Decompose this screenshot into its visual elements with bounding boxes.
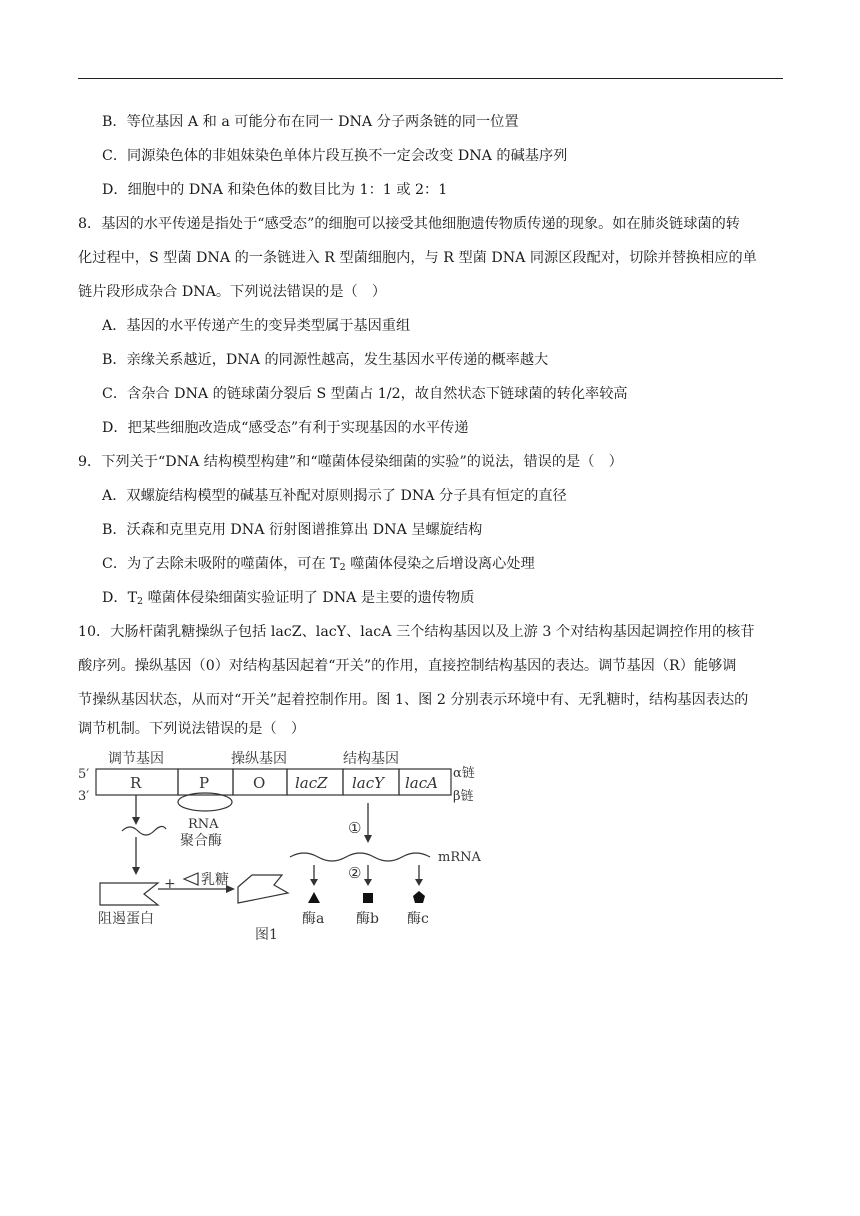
figure-caption: 图1 — [255, 927, 278, 943]
label-regulator-gene: 调节基因 — [108, 751, 164, 767]
q8-option-d: D．把某些细胞改造成“感受态”有利于实现基因的水平传递 — [102, 420, 469, 436]
q10-stem-line-2: 酸序列。操纵基因（0）对结构基因起着“开关”的作用，直接控制结构基因的表达。调节基因（R）能够调 — [78, 658, 737, 674]
label-3-prime: 3′ — [78, 789, 90, 804]
box-laca-label: lacA — [405, 774, 438, 792]
q9-option-d: D．$T_2$ 噬菌体侵染细菌实验证明了 DNA 是主要的遗传物质 — [102, 590, 475, 607]
q8-stem-line-1: 8．基因的水平传递是指处于“感受态”的细胞可以接受其他细胞遗传物质传递的现象。如在肺炎链球菌的转 — [78, 216, 740, 232]
polymerase-label: 聚合酶 — [180, 833, 222, 849]
figure-1-lac-operon — [78, 745, 508, 945]
inactive-repressor-shape — [238, 875, 288, 903]
enzyme-c-label: 酶c — [407, 911, 429, 927]
lactose-label: 乳糖 — [201, 872, 229, 888]
mrna-label: mRNA — [438, 850, 481, 865]
box-r-label: R — [130, 774, 142, 792]
box-lacy-label: lacY — [352, 774, 385, 792]
q10-stem-line-1: 10．大肠杆菌乳糖操纵子包括 lacZ、lacY、lacA 三个结构基因以及上游 3 个对结构基因起调控作用的核苷 — [78, 624, 755, 640]
label-alpha-strand: α链 — [453, 766, 475, 781]
q8-stem-line-2: 化过程中，S 型菌 DNA 的一条链进入 R 型菌细胞内，与 R 型菌 DNA 同源区段配对，切除并替换相应的单 — [78, 250, 757, 266]
step-2-label: ② — [348, 864, 362, 882]
q8-option-b: B．亲缘关系越近，DNA 的同源性越高，发生基因水平传递的概率越大 — [102, 352, 549, 368]
label-structural-gene: 结构基因 — [343, 751, 399, 767]
label-5-prime: 5′ — [78, 767, 90, 782]
q8-stem-line-3: 链片段形成杂合 DNA。下列说法错误的是（ ） — [78, 284, 387, 300]
label-operator-gene: 操纵基因 — [231, 751, 287, 767]
q7-option-b: B．等位基因 A 和 a 可能分布在同一 DNA 分子两条链的同一位置 — [102, 114, 519, 130]
q8-option-a: A．基因的水平传递产生的变异类型属于基因重组 — [102, 318, 411, 334]
enzyme-b-label: 酶b — [356, 911, 379, 927]
q9-stem: 9．下列关于“DNA 结构模型构建”和“噬菌体侵染细菌的实验”的说法，错误的是（ ） — [78, 454, 623, 470]
lactose-triangle-icon — [184, 873, 198, 885]
box-p-label: P — [199, 774, 210, 792]
q8-option-c: C．含杂合 DNA 的链球菌分裂后 S 型菌占 1/2，故自然状态下链球菌的转化率较高 — [102, 386, 628, 402]
q10-stem-line-4: 调节机制。下列说法错误的是（ ） — [78, 721, 306, 737]
q10-stem-line-3: 节操纵基因状态，从而对“开关”起着控制作用。图 1、图 2 分别表示环境中有、无乳糖时，结构基因表达的 — [78, 692, 749, 708]
repressor-protein-shape — [100, 883, 158, 905]
rna-polymerase-shape — [178, 793, 232, 811]
enzyme-a-label: 酶a — [302, 911, 325, 927]
rna-label: RNA — [188, 817, 219, 832]
plus-label: + — [164, 876, 176, 892]
label-beta-strand: β链 — [453, 789, 474, 804]
enzyme-b-square-icon — [363, 893, 373, 903]
dna-gene-boxes — [96, 769, 451, 795]
header-rule — [78, 78, 783, 79]
box-o-label: O — [253, 774, 266, 792]
step-1-label: ① — [348, 819, 362, 837]
enzyme-c-pentagon-icon — [413, 891, 425, 903]
repressor-label: 阻遏蛋白 — [98, 911, 154, 927]
box-lacz-label: lacZ — [295, 774, 328, 792]
q7-option-c: C．同源染色体的非姐妹染色单体片段互换不一定会改变 DNA 的碱基序列 — [102, 148, 568, 164]
q9-option-a: A．双螺旋结构模型的碱基互补配对原则揭示了 DNA 分子具有恒定的直径 — [102, 488, 567, 504]
structural-mrna-wave — [290, 853, 430, 861]
q7-option-d: D．细胞中的 DNA 和染色体的数目比为 1：1 或 2：1 — [102, 182, 448, 198]
q9-option-b: B．沃森和克里克用 DNA 衍射图谱推算出 DNA 呈螺旋结构 — [102, 522, 483, 538]
enzyme-a-triangle-icon — [308, 892, 320, 903]
regulator-mrna-wave — [122, 826, 166, 835]
q9-option-c: C．为了去除未吸附的噬菌体，可在 $T_2$ 噬菌体侵染之后增设离心处理 — [102, 556, 535, 573]
